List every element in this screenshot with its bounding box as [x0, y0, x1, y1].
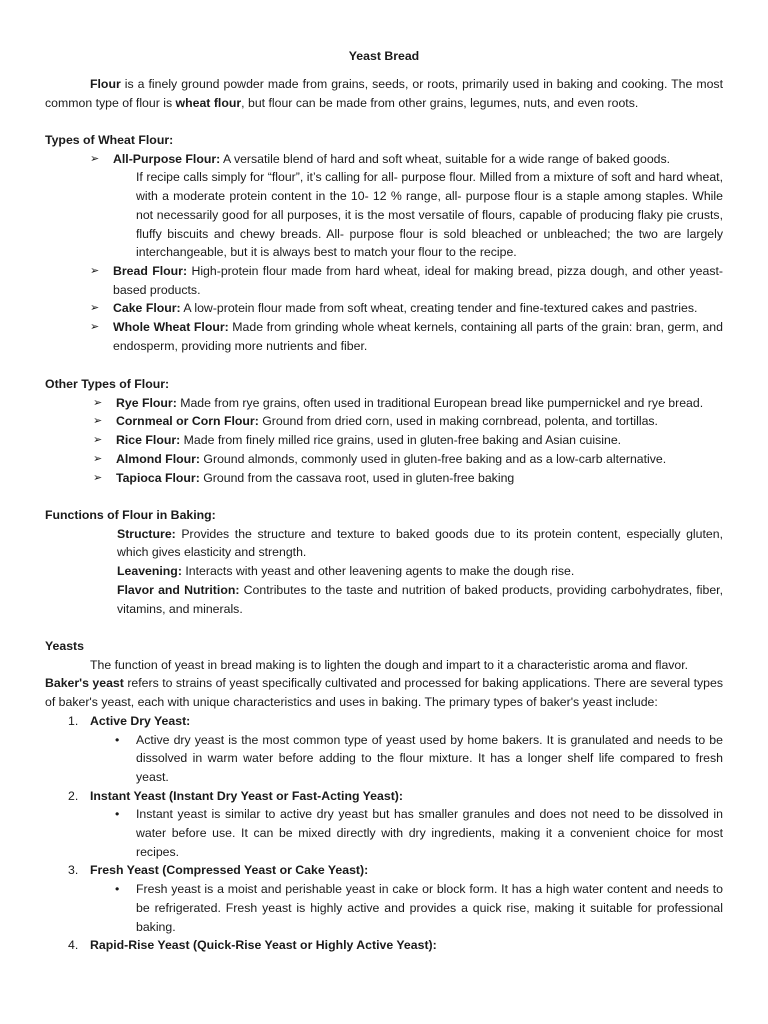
list-item-term: Rice Flour:: [116, 433, 181, 448]
item-number: 2.: [68, 788, 79, 803]
list-item-term: Cornmeal or Corn Flour:: [116, 414, 259, 429]
other-flour-section: [45, 375, 723, 487]
other-flour-heading: Other Types of Flour:: [45, 377, 170, 391]
function-item: [45, 562, 723, 581]
intro-text-2: , but flour can be made from other grains, legumes, nuts, and even roots.: [241, 95, 639, 110]
intro-text-1: is a finely ground powder made from grains, seeds, or roots, primarily used in baking and cooking. The most common type of flour is: [45, 77, 723, 110]
arrow-bullet-icon: ➢: [90, 264, 100, 277]
arrow-bullet-icon: ➢: [90, 321, 100, 334]
yeasts-intro-paragraph: [45, 674, 723, 711]
yeast-type-item: [45, 936, 723, 955]
arrow-bullet-icon: ➢: [93, 434, 103, 447]
item-number: 3.: [68, 863, 79, 878]
item-number: 1.: [68, 713, 79, 728]
list-item-term: Cake Flour:: [113, 301, 181, 316]
yeasts-section: [45, 637, 723, 955]
item-number: 4.: [68, 938, 79, 953]
list-item: [45, 262, 723, 299]
list-item-term: Bread Flour:: [113, 263, 188, 278]
arrow-bullet-icon: ➢: [93, 471, 103, 484]
list-item-text: Made from rye grains, often used in traditional European bread like pumpernickel and rye bread.: [176, 395, 704, 410]
yeast-type-item: [45, 787, 723, 862]
list-item-text: Made from finely milled rice grains, used in gluten-free baking and Asian cuisine.: [180, 433, 622, 448]
yeast-type-description: Instant yeast is similar to active dry yeast but has smaller granules and does not need to be dissolved in water before use. It can be mixed directly with dry ingredients, making it a convenient choice for most recipes.: [136, 807, 723, 859]
bakers-yeast-term: Baker's yeast: [45, 676, 124, 691]
list-item: [45, 412, 723, 431]
yeast-type-title: Active Dry Yeast:: [90, 713, 191, 728]
list-item: [45, 318, 723, 355]
function-term: Leavening:: [117, 564, 182, 579]
yeast-type-item: [45, 861, 723, 936]
wheat-flour-heading: Types of Wheat Flour:: [45, 133, 174, 147]
list-item-text: A versatile blend of hard and soft wheat, suitable for a wide range of baked goods.: [220, 151, 671, 166]
function-term: Structure:: [117, 526, 176, 541]
list-item: [45, 450, 723, 469]
function-text: Provides the structure and texture to baked goods due to its protein content, especially gluten, which gives elasticity and strength.: [117, 526, 723, 560]
function-term: Flavor and Nutrition:: [117, 582, 240, 597]
function-item: [45, 525, 723, 562]
intro-term-flour: Flour: [90, 77, 121, 91]
all-purpose-detail: If recipe calls simply for “flour”, it’s calling for all- purpose flour. Milled from a mixture of soft and hard wheat, with a moderate protein content in the 10- 12 % range, all- purpose flour is a staple among staples. While not necessarily good for all purposes, it is the most versatile of flours, capable of producing flaky pie crusts, fluffy biscuits and chewy breads. All- purpose flour is sold bleached or unbleached; the two are largely interchangeable, but it is always best to match your flour to the recipe.: [136, 170, 723, 260]
list-item-term: All-Purpose Flour:: [113, 151, 221, 166]
yeast-type-item: [45, 712, 723, 787]
yeasts-intro-line: The function of yeast in bread making is to lighten the dough and impart to it a characteristic aroma and flavor.: [90, 657, 689, 672]
yeast-type-description: Active dry yeast is the most common type of yeast used by home bakers. It is granulated and needs to be dissolved in warm water before adding to the flour mixture. It has a longer shelf life compared to fresh yeast.: [136, 732, 723, 784]
wheat-flour-list: [45, 150, 723, 169]
list-item-text: Ground from the cassava root, used in gluten-free baking: [199, 470, 515, 485]
list-item-text: Ground from dried corn, used in making cornbread, polenta, and tortillas.: [258, 414, 658, 429]
yeast-types-list: [45, 712, 723, 955]
list-item-term: Tapioca Flour:: [116, 470, 200, 485]
yeasts-intro-rest: refers to strains of yeast specifically cultivated and processed for baking applications. There are several types of baker's yeast, each with unique characteristics and uses in baking. The primary types of baker's yeast include:: [45, 676, 723, 710]
function-text: Interacts with yeast and other leavening agents to make the dough rise.: [181, 564, 575, 579]
list-item-text: A low-protein flour made from soft wheat, creating tender and fine-textured cakes and pastries.: [180, 301, 698, 316]
wheat-flour-section: [45, 131, 723, 355]
list-item-text: Made from grinding whole wheat kernels, containing all parts of the grain: bran, germ, and endosperm, providing more nutrients and fiber.: [113, 320, 723, 353]
other-flour-list: [45, 394, 723, 488]
yeasts-heading: Yeasts: [45, 639, 84, 653]
function-text: Contributes to the taste and nutrition of baked products, providing carbohydrates, fiber, vitamins, and minerals.: [117, 582, 723, 616]
functions-heading: Functions of Flour in Baking:: [45, 508, 216, 522]
list-item-term: Whole Wheat Flour:: [113, 320, 229, 335]
bullet-icon: •: [115, 732, 120, 747]
yeast-type-description: Fresh yeast is a moist and perishable yeast in cake or block form. It has a high water content and needs to be refrigerated. Fresh yeast is highly active and provides a quick rise, making it suitable for professional baking.: [136, 882, 723, 934]
arrow-bullet-icon: ➢: [93, 452, 103, 465]
yeast-type-title: Fresh Yeast (Compressed Yeast or Cake Yeast):: [90, 863, 369, 878]
arrow-bullet-icon: ➢: [93, 396, 103, 409]
list-item-term: Almond Flour:: [116, 451, 201, 466]
list-item: [45, 394, 723, 413]
yeast-type-title: Instant Yeast (Instant Dry Yeast or Fast-Acting Yeast):: [90, 788, 403, 803]
functions-section: [45, 506, 723, 618]
intro-term-wheat-flour: wheat flour: [175, 95, 242, 110]
yeast-type-title: Rapid-Rise Yeast (Quick-Rise Yeast or Highly Active Yeast):: [90, 938, 437, 953]
list-item: [45, 150, 723, 169]
list-item-term: Rye Flour:: [116, 395, 177, 410]
intro-paragraph: [45, 75, 723, 112]
arrow-bullet-icon: ➢: [93, 415, 103, 428]
list-item: [45, 431, 723, 450]
list-item-text: High-protein flour made from hard wheat, ideal for making bread, pizza dough, and other yeast-based products.: [113, 263, 723, 297]
document-title: Yeast Bread: [348, 49, 420, 63]
arrow-bullet-icon: ➢: [90, 152, 100, 165]
arrow-bullet-icon: ➢: [90, 302, 100, 315]
function-item: [45, 581, 723, 618]
list-item: [45, 299, 723, 318]
list-item: [45, 469, 723, 488]
bullet-icon: •: [115, 807, 120, 822]
bullet-icon: •: [115, 882, 120, 897]
list-item-text: Ground almonds, commonly used in gluten-free baking and as a low-carb alternative.: [200, 451, 667, 466]
